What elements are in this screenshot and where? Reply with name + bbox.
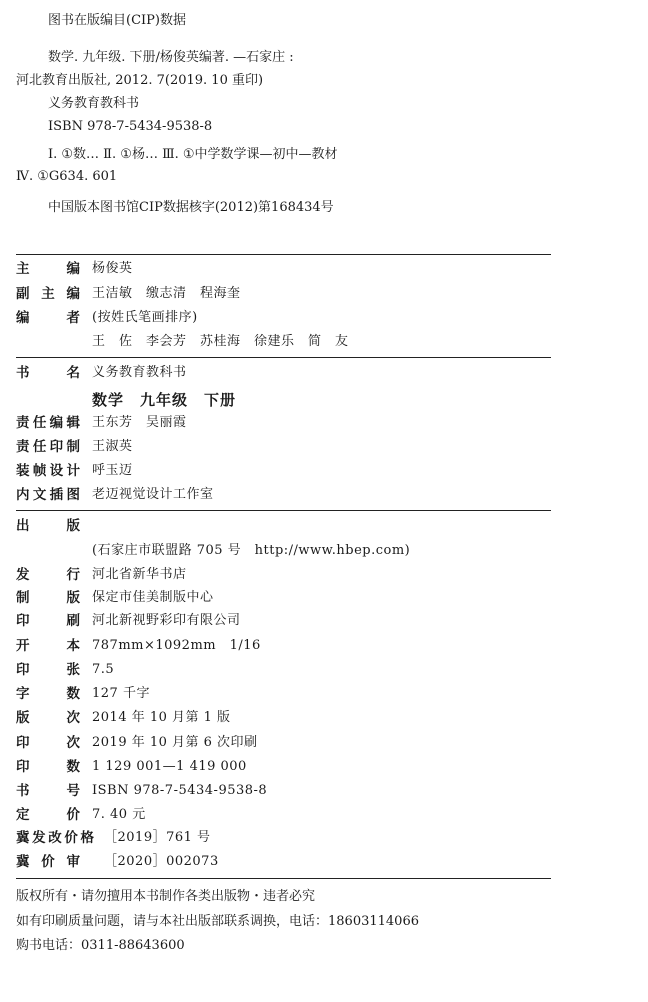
divider: [16, 510, 551, 511]
field-value: 2019 年 10 月第 6 次印刷: [92, 735, 258, 750]
field-value: 王洁敏 缴志清 程海奎: [92, 286, 241, 301]
field-value: 1 129 001—1 419 000: [92, 759, 247, 774]
field-label: 版 次: [16, 710, 80, 726]
field-value: 7. 40 元: [92, 807, 146, 822]
field-label: 印 数: [16, 759, 80, 775]
cip-heading: 图书在版编目(CIP)数据: [48, 13, 186, 28]
field-label: 书 名: [16, 365, 80, 381]
field-label: 印 张: [16, 662, 80, 678]
cip-line: 中国版本图书馆CIP数据核字(2012)第168434号: [48, 200, 334, 215]
field-value: 王 佐 李会芳 苏桂海 徐建乐 简 友: [92, 334, 349, 349]
book-subtitle: 数学 九年级 下册: [92, 391, 237, 409]
field-value: ［2019］761 号: [104, 830, 211, 845]
field-label: 字 数: [16, 686, 80, 702]
field-label: 印 次: [16, 735, 80, 751]
field-value: 河北新视野彩印有限公司: [92, 613, 241, 628]
field-value: 呼玉迈: [92, 463, 133, 478]
field-value: 老迈视觉设计工作室: [92, 487, 214, 502]
field-value: 787mm×1092mm 1/16: [92, 638, 261, 653]
field-label: 冀 价 审: [16, 854, 80, 870]
field-value: (按姓氏笔画排序): [92, 310, 198, 325]
field-label: 主 编: [16, 261, 80, 277]
cip-line: 义务教育教科书: [48, 96, 140, 111]
field-label: 定 价: [16, 807, 80, 823]
field-label: 印 刷: [16, 613, 80, 629]
divider: [16, 878, 551, 879]
field-value: 2014 年 10 月第 1 版: [92, 710, 231, 725]
field-value: 王淑英: [92, 439, 133, 454]
field-value: (石家庄市联盟路 705 号 http://www.hbep.com): [92, 543, 411, 558]
field-label: 出 版: [16, 518, 80, 534]
field-label: 副 主 编: [16, 286, 80, 302]
field-label: 书 号: [16, 783, 80, 799]
field-label: 发 行: [16, 567, 80, 583]
field-value: 127 千字: [92, 686, 150, 701]
divider: [16, 357, 551, 358]
field-label: 制 版: [16, 590, 80, 606]
cip-line: 数学. 九年级. 下册/杨俊英编著. —石家庄 :: [48, 50, 294, 65]
field-label: 内 文 插 图: [16, 487, 80, 503]
field-label: 装 帧 设 计: [16, 463, 80, 479]
field-label: 责 任 编 辑: [16, 415, 80, 431]
field-label: 编 者: [16, 310, 80, 326]
copyright-notice: 版权所有・请勿擅用本书制作各类出版物・违者必究: [16, 889, 316, 904]
cip-line: 河北教育出版社, 2012. 7(2019. 10 重印): [16, 73, 264, 88]
field-value: ISBN 978-7-5434-9538-8: [92, 783, 268, 798]
quality-notice: 如有印刷质量问题，请与本社出版部联系调换，电话：18603114066: [16, 914, 419, 929]
field-value: 河北省新华书店: [92, 567, 187, 582]
field-label: 冀 发 改 价 格: [16, 830, 94, 846]
purchase-phone: 购书电话：0311-88643600: [16, 938, 185, 953]
field-value: 义务教育教科书: [92, 365, 187, 380]
field-value: 杨俊英: [92, 261, 133, 276]
field-label: 开 本: [16, 638, 80, 654]
cip-line: Ⅰ. ①数… Ⅱ. ①杨… Ⅲ. ①中学数学课—初中—教材: [48, 147, 338, 162]
cip-line: Ⅳ. ①G634. 601: [16, 169, 118, 184]
field-label: 责 任 印 制: [16, 439, 80, 455]
divider: [16, 254, 551, 255]
field-value: 王东芳 吴丽霞: [92, 415, 187, 430]
cip-line: ISBN 978-7-5434-9538-8: [48, 119, 213, 134]
field-value: ［2020］002073: [104, 854, 219, 869]
field-value: 保定市佳美制版中心: [92, 590, 214, 605]
field-value: 7.5: [92, 662, 115, 677]
